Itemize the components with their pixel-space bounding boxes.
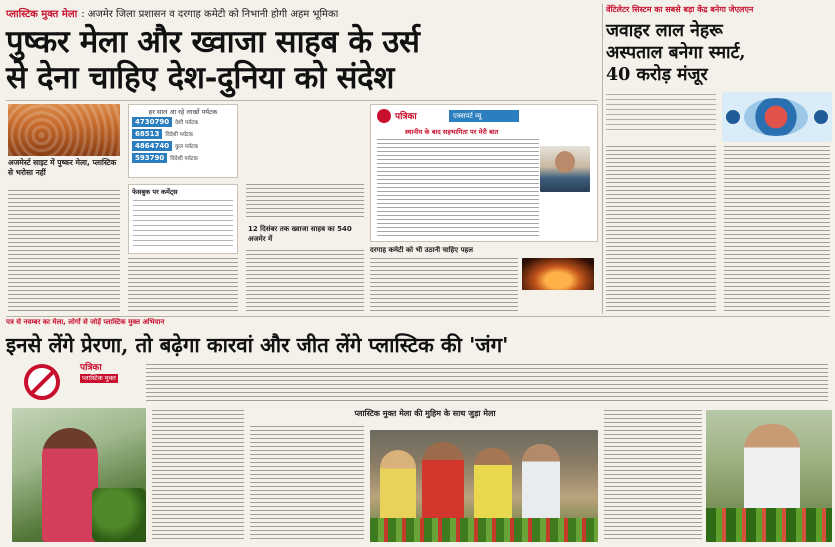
- facebook-box-body: [133, 200, 233, 250]
- right-article-body: [606, 146, 716, 312]
- top-strap: [6, 4, 598, 22]
- bottom-col2-body: [250, 426, 364, 542]
- mid-note: 12 दिसंबर तक ख्वाजा साहब का 540 अजमेर में: [248, 225, 352, 243]
- mid-strip: पत्र से नवम्बर का मेला, लोगों से जोड़ें प्लास्टिक मुक्त अभियान: [6, 318, 165, 326]
- crowd-photo: [8, 104, 120, 156]
- graphic-ring-icon: [744, 98, 808, 136]
- ban-label: [80, 364, 140, 383]
- stat-number: 4864740: [132, 141, 172, 151]
- graphic-dot-icon: [814, 110, 828, 124]
- expert-view-tag: एक्सपर्ट व्यू: [449, 110, 519, 122]
- sub-banner: प्लास्टिक मुक्त मेला की मुहिम के साथ जुड़ा मेला: [354, 409, 496, 418]
- right-headline-line2: अस्पताल बनेगा स्मार्ट,: [606, 43, 746, 63]
- main-headline: [6, 24, 598, 96]
- expert-view-body: [377, 139, 539, 237]
- left-article-body: [8, 190, 120, 314]
- stat-row: [132, 141, 234, 151]
- patrika-logo-icon: [377, 109, 391, 123]
- stat-label: देशी पर्यटक: [175, 120, 199, 126]
- market-photo: [370, 430, 598, 542]
- bottom-col1-body: [152, 410, 244, 542]
- column-divider: [602, 4, 603, 314]
- facebook-box-title: फेसबुक पर कमेंट्स: [132, 188, 178, 196]
- expert-portrait: [540, 146, 590, 192]
- expert-view-title: स्थानीय के बाद सहभागिता पर मेरी बात: [405, 128, 499, 136]
- tourist-stats-box: [128, 104, 238, 178]
- stat-label: विदेशी पर्यटक: [165, 132, 193, 138]
- stat-row: [132, 129, 234, 139]
- graphic-dot-icon: [726, 110, 740, 124]
- stat-number: 593790: [132, 153, 167, 163]
- stats-article-body: [128, 258, 238, 314]
- crowd-photo-caption: अजमेर्स्ट साइट में पुष्कर मेला, प्लास्टिक से भरोसा नहीं: [8, 158, 117, 177]
- stat-number: 4730790: [132, 117, 172, 127]
- stat-row: [132, 117, 234, 127]
- section-divider: [6, 316, 830, 317]
- strap-kicker: प्लास्टिक मुक्त मेला: [6, 9, 78, 20]
- right-subtext: [606, 94, 716, 134]
- dargah-caption: दरगाह कमेटी को भी उठानी चाहिए पहल: [370, 246, 474, 254]
- second-article-intro: [146, 364, 828, 402]
- stats-title: हर साल आ रहे लाखों पर्यटक: [148, 108, 218, 115]
- vendor-man-photo: [706, 410, 832, 542]
- strap-text: : अजमेर जिला प्रशासन व दरगाह कमेटी को निभानी होगी अहम भूमिका: [81, 9, 339, 20]
- dargah-photo: [522, 258, 594, 290]
- mid-article-body: [246, 250, 364, 314]
- right-headline-line1: जवाहर लाल नेहरू: [606, 21, 723, 41]
- headline-divider: [6, 100, 598, 101]
- main-headline-line1: पुष्कर मेला और ख्वाजा साहब के उर्स: [6, 24, 420, 60]
- ban-tag: प्लास्टिक मुक्त: [82, 374, 116, 382]
- main-headline-line2: से देना चाहिए देश-दुनिया को संदेश: [6, 60, 395, 96]
- bottom-col3-body: [604, 410, 702, 542]
- patrika-brand: पत्रिका: [395, 112, 417, 122]
- stat-row: [132, 153, 234, 163]
- vendor-woman-photo: [12, 408, 146, 542]
- hospital-graphic: [722, 92, 832, 142]
- facebook-comments-box: [128, 184, 238, 254]
- right-kicker: वेंटिलेटर सिस्टम का सबसे बड़ा केंद्र बनेगा जेएलएन: [606, 5, 754, 14]
- dargah-article-body: [370, 258, 518, 314]
- mid-article-top: [246, 184, 364, 220]
- ban-brand: पत्रिका: [80, 363, 102, 373]
- right-headline: [606, 20, 831, 86]
- second-headline: इनसे लेंगे प्रेरणा, तो बढ़ेगा कारवां और जीत लेंगे प्लास्टिक की 'जंग': [6, 333, 509, 357]
- right-article-body-2: [724, 146, 830, 312]
- no-plastic-bag-icon: [24, 364, 76, 400]
- right-headline-line3: 40 करोड़ मंजूर: [606, 65, 708, 85]
- stat-number: 68513: [132, 129, 162, 139]
- stat-label: कुल पर्यटक: [175, 144, 199, 150]
- stat-label: विदेशी पर्यटक: [170, 156, 198, 162]
